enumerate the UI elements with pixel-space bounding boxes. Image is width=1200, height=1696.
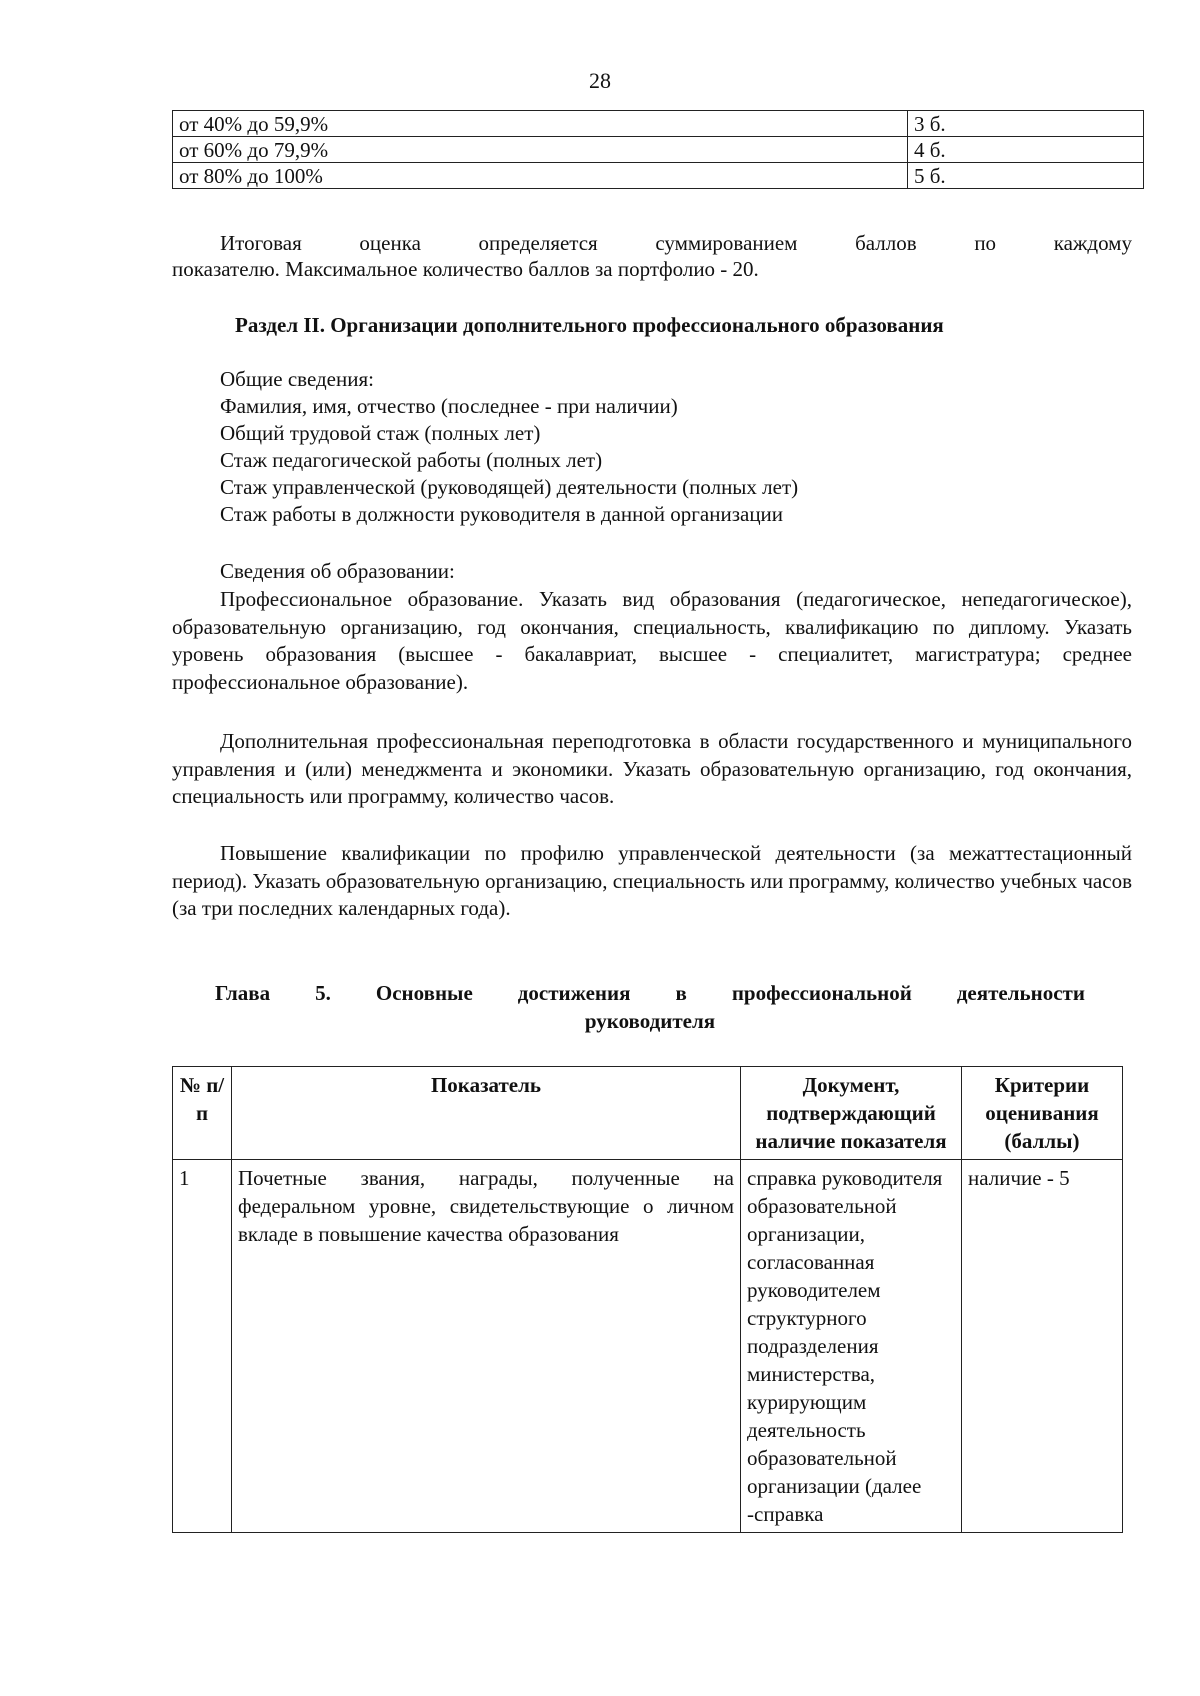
final-score-line2: показателю. Максимальное количество баллов за портфолио - 20. [172, 257, 759, 281]
education-paragraph-professional: Профессиональное образование. Указать вид образования (педагогическое, непедагогическое), образовательную организацию, год окончания, специальность, квалификацию по диплому. Указать уровень образования (высшее - бакалавриат, высшее - специалитет, магистратура; среднее профессиональное образование). [172, 587, 1132, 694]
word: Итоговая [220, 231, 302, 255]
section-title: Раздел II. Организации дополнительного профессионального образования [235, 313, 944, 337]
table-row [173, 137, 1144, 163]
score-range: от 60% до 79,9% [173, 137, 908, 163]
general-info-item: Фамилия, имя, отчество (последнее - при наличии) [220, 394, 678, 418]
general-info-list [220, 366, 798, 528]
header-num: № п/п [173, 1067, 232, 1160]
education-heading: Сведения об образовании: [220, 559, 455, 583]
score-range: от 40% до 59,9% [173, 111, 908, 137]
row-document: справка руководителя образовательной организации, согласованная руководителем структурного подразделения министерства, курирующим деятельность образовательной организации (далее -справка [741, 1160, 962, 1533]
row-num: 1 [173, 1160, 232, 1533]
general-info-item: Общие сведения: [220, 367, 374, 391]
chapter-title [215, 980, 1085, 1006]
chapter-word: Основные [375, 981, 473, 1005]
word: оценка [359, 231, 421, 255]
table-header-row [173, 1067, 1123, 1160]
general-info-item: Общий трудовой стаж (полных лет) [220, 421, 541, 445]
final-score-paragraph [172, 230, 1132, 282]
row-indicator: Почетные звания, награды, полученные на федеральном уровне, свидетельствующие о личном вкладе в повышение качества образования [232, 1160, 741, 1533]
word: определяется [478, 231, 598, 255]
score-table [172, 110, 1144, 189]
header-indicator: Показатель [232, 1067, 741, 1160]
education-paragraph-retraining: Дополнительная профессиональная переподготовка в области государственного и муниципального управления и (или) менеджмента и экономики. Указать образовательную организацию, год окончания, специальность или программу, количество часов. [172, 729, 1132, 808]
word: по [974, 231, 997, 255]
score-value: 5 б. [908, 163, 1144, 189]
word: суммированием [655, 231, 798, 255]
score-value: 4 б. [908, 137, 1144, 163]
word: каждому [1053, 231, 1132, 255]
score-range: от 80% до 100% [173, 163, 908, 189]
table-row [173, 111, 1144, 137]
word: баллов [855, 231, 917, 255]
general-info-item: Стаж педагогической работы (полных лет) [220, 448, 603, 472]
chapter-word: профессиональной [731, 981, 912, 1005]
chapter-title-line2: руководителя [584, 1009, 716, 1033]
chapter-word: 5. [315, 981, 331, 1005]
chapter-word: деятельности [956, 981, 1085, 1005]
general-info-item: Стаж работы в должности руководителя в данной организации [220, 502, 784, 526]
row-criteria: наличие - 5 [962, 1160, 1123, 1533]
header-criteria: Критерии оценивания (баллы) [962, 1067, 1123, 1160]
page-number: 28 [589, 68, 611, 93]
chapter-word: достижения [517, 981, 631, 1005]
achievements-table [172, 1066, 1123, 1533]
chapter-word: Глава [215, 981, 271, 1005]
header-document: Документ, подтверждающий наличие показателя [741, 1067, 962, 1160]
table-row [173, 163, 1144, 189]
general-info-item: Стаж управленческой (руководящей) деятельности (полных лет) [220, 475, 799, 499]
score-value: 3 б. [908, 111, 1144, 137]
education-paragraph-qualification: Повышение квалификации по профилю управленческой деятельности (за межаттестационный период). Указать образовательную организацию, специальность или программу, количество учебных часов (за три последних календарных года). [172, 841, 1132, 920]
table-row [173, 1160, 1123, 1533]
chapter-word: в [675, 981, 687, 1005]
